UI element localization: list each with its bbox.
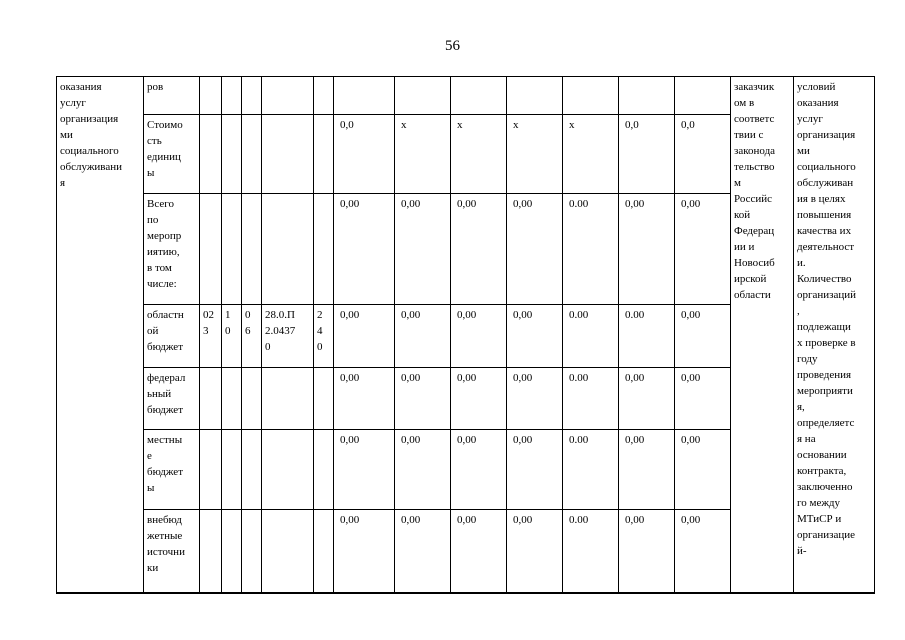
amount-cell (451, 368, 507, 430)
amount-cell (563, 115, 619, 194)
amount-value: х (401, 119, 407, 131)
activity-name-cell (57, 77, 144, 594)
amount-value: 0.00 (569, 514, 589, 526)
amount-cell (451, 510, 507, 594)
amount-cell (451, 430, 507, 510)
budget-code-cell (200, 510, 222, 594)
budget-code-cell (262, 305, 314, 368)
activity-table (56, 76, 875, 594)
table-body (57, 77, 875, 594)
budget-code-cell (200, 430, 222, 510)
budget-code-cell (200, 115, 222, 194)
activity-name-text: оказания услуг организация ми социального обслуживани я (60, 81, 123, 189)
amount-cell (675, 77, 731, 115)
amount-cell (507, 368, 563, 430)
budget-code-cell (222, 368, 242, 430)
budget-code-cell (242, 77, 262, 115)
amount-value: 0,00 (340, 514, 360, 526)
amount-value: 0,00 (681, 309, 701, 321)
expected-result-cell (794, 77, 875, 594)
budget-code-cell (242, 115, 262, 194)
amount-value: 0,00 (401, 198, 421, 210)
budget-code-cell (262, 194, 314, 305)
budget-code-cell (314, 305, 334, 368)
budget-code-cell (314, 430, 334, 510)
budget-code-cell (242, 305, 262, 368)
amount-value: 0,00 (513, 372, 533, 384)
amount-cell (451, 77, 507, 115)
budget-code-cell (314, 77, 334, 115)
amount-cell (619, 510, 675, 594)
budget-code-cell (242, 430, 262, 510)
amount-cell (563, 430, 619, 510)
amount-cell (675, 194, 731, 305)
amount-cell (563, 77, 619, 115)
budget-code-cell (262, 77, 314, 115)
amount-value: 0.00 (569, 372, 589, 384)
amount-value: 0.00 (569, 198, 589, 210)
budget-code-cell (262, 115, 314, 194)
amount-value: 0,00 (625, 198, 645, 210)
amount-cell (619, 368, 675, 430)
budget-code-cell (222, 194, 242, 305)
funding-source-label: внебюд жетные источни ки (147, 514, 185, 574)
budget-code-value: 0 6 (245, 309, 251, 337)
amount-cell (451, 305, 507, 368)
funding-source-label: Стоимо сть единиц ы (147, 119, 183, 179)
funding-source-label: ров (147, 81, 164, 93)
amount-cell (619, 305, 675, 368)
budget-code-cell (262, 430, 314, 510)
amount-cell (675, 510, 731, 594)
budget-code-cell (222, 430, 242, 510)
budget-code-cell (242, 194, 262, 305)
amount-value: 0.00 (569, 309, 589, 321)
amount-value: 0,00 (625, 434, 645, 446)
amount-cell (334, 430, 395, 510)
budget-code-cell (222, 115, 242, 194)
amount-value: 0,00 (681, 198, 701, 210)
amount-cell (507, 510, 563, 594)
amount-value: 0,00 (457, 372, 477, 384)
funding-source-label: Всего по меропр иятию, в том числе: (147, 198, 182, 290)
amount-value: 0,00 (681, 514, 701, 526)
amount-value: 0,00 (625, 372, 645, 384)
amount-value: 0,00 (457, 514, 477, 526)
funding-source-cell (144, 510, 200, 594)
budget-code-cell (314, 510, 334, 594)
amount-cell (619, 194, 675, 305)
amount-cell (395, 430, 451, 510)
amount-value: х (513, 119, 519, 131)
amount-value: 0,00 (457, 434, 477, 446)
funding-source-cell (144, 305, 200, 368)
budget-code-cell (314, 194, 334, 305)
amount-value: 0,00 (513, 309, 533, 321)
budget-code-value: 1 0 (225, 309, 231, 337)
funding-source-label: областн ой бюджет (147, 309, 184, 353)
amount-value: 0,00 (457, 309, 477, 321)
amount-value: 0,00 (457, 198, 477, 210)
amount-cell (507, 115, 563, 194)
amount-cell (451, 115, 507, 194)
executor-cell (731, 77, 794, 594)
budget-code-value: 28.0.П 2.0437 0 (265, 309, 296, 353)
amount-cell (334, 115, 395, 194)
amount-value: 0,0 (681, 119, 695, 131)
funding-source-cell (144, 194, 200, 305)
amount-value: 0.00 (625, 309, 645, 321)
amount-value: 0,00 (340, 372, 360, 384)
amount-cell (334, 194, 395, 305)
amount-cell (507, 430, 563, 510)
amount-cell (619, 115, 675, 194)
amount-value: 0,0 (340, 119, 354, 131)
amount-value: 0,00 (401, 309, 421, 321)
budget-code-cell (200, 305, 222, 368)
budget-code-cell (242, 510, 262, 594)
amount-value: х (569, 119, 575, 131)
amount-value: 0.00 (569, 434, 589, 446)
budget-code-cell (200, 368, 222, 430)
amount-value: 0,00 (681, 434, 701, 446)
page-number: 56 (445, 38, 460, 54)
budget-code-cell (262, 368, 314, 430)
amount-cell (334, 77, 395, 115)
amount-cell (334, 305, 395, 368)
budget-code-cell (314, 115, 334, 194)
amount-cell (395, 368, 451, 430)
budget-code-cell (200, 77, 222, 115)
amount-cell (675, 115, 731, 194)
amount-cell (675, 430, 731, 510)
amount-value: 0,00 (625, 514, 645, 526)
amount-cell (507, 305, 563, 368)
amount-cell (395, 510, 451, 594)
amount-value: 0,00 (340, 198, 360, 210)
amount-value: 0,00 (513, 514, 533, 526)
amount-cell (563, 305, 619, 368)
amount-value: 0,00 (401, 372, 421, 384)
budget-code-cell (262, 510, 314, 594)
budget-code-cell (200, 194, 222, 305)
expected-result-text: условий оказания услуг организация ми социального обслуживан ия в целях повышения качества их деятельност и. Количество организаций , подлежащи х проверке в году проведения мероприяти я, определяетс я на основании контракта, заключенно го между МТиСР и организацие й- (797, 81, 857, 557)
amount-value: 0,00 (513, 434, 533, 446)
amount-value: 0,00 (513, 198, 533, 210)
amount-cell (334, 510, 395, 594)
amount-value: 0,00 (401, 514, 421, 526)
amount-cell (395, 305, 451, 368)
amount-cell (619, 77, 675, 115)
amount-cell (563, 510, 619, 594)
amount-cell (395, 194, 451, 305)
funding-source-cell (144, 115, 200, 194)
amount-cell (451, 194, 507, 305)
funding-source-label: местны е бюджет ы (147, 434, 183, 494)
amount-value: 0,0 (625, 119, 639, 131)
budget-code-value: 2 4 0 (317, 309, 323, 353)
amount-cell (395, 115, 451, 194)
executor-text: заказчик ом в соответс твии с законода тельство м Российс кой Федерац ии и Новосиб ирской области (734, 81, 776, 301)
funding-source-label: федерал ьный бюджет (147, 372, 186, 416)
amount-cell (563, 368, 619, 430)
budget-code-cell (222, 77, 242, 115)
amount-value: х (457, 119, 463, 131)
amount-cell (507, 194, 563, 305)
amount-cell (619, 430, 675, 510)
budget-code-cell (222, 305, 242, 368)
amount-cell (507, 77, 563, 115)
amount-cell (675, 305, 731, 368)
amount-cell (395, 77, 451, 115)
budget-code-cell (222, 510, 242, 594)
amount-cell (563, 194, 619, 305)
table-bottom-border (56, 592, 874, 594)
amount-cell (334, 368, 395, 430)
table-row (57, 77, 875, 115)
amount-value: 0,00 (340, 434, 360, 446)
funding-source-cell (144, 77, 200, 115)
amount-cell (675, 368, 731, 430)
amount-value: 0,00 (401, 434, 421, 446)
funding-source-cell (144, 368, 200, 430)
amount-value: 0,00 (340, 309, 360, 321)
budget-code-value: 02 3 (203, 309, 214, 337)
budget-code-cell (314, 368, 334, 430)
funding-source-cell (144, 430, 200, 510)
amount-value: 0,00 (681, 372, 701, 384)
budget-code-cell (242, 368, 262, 430)
